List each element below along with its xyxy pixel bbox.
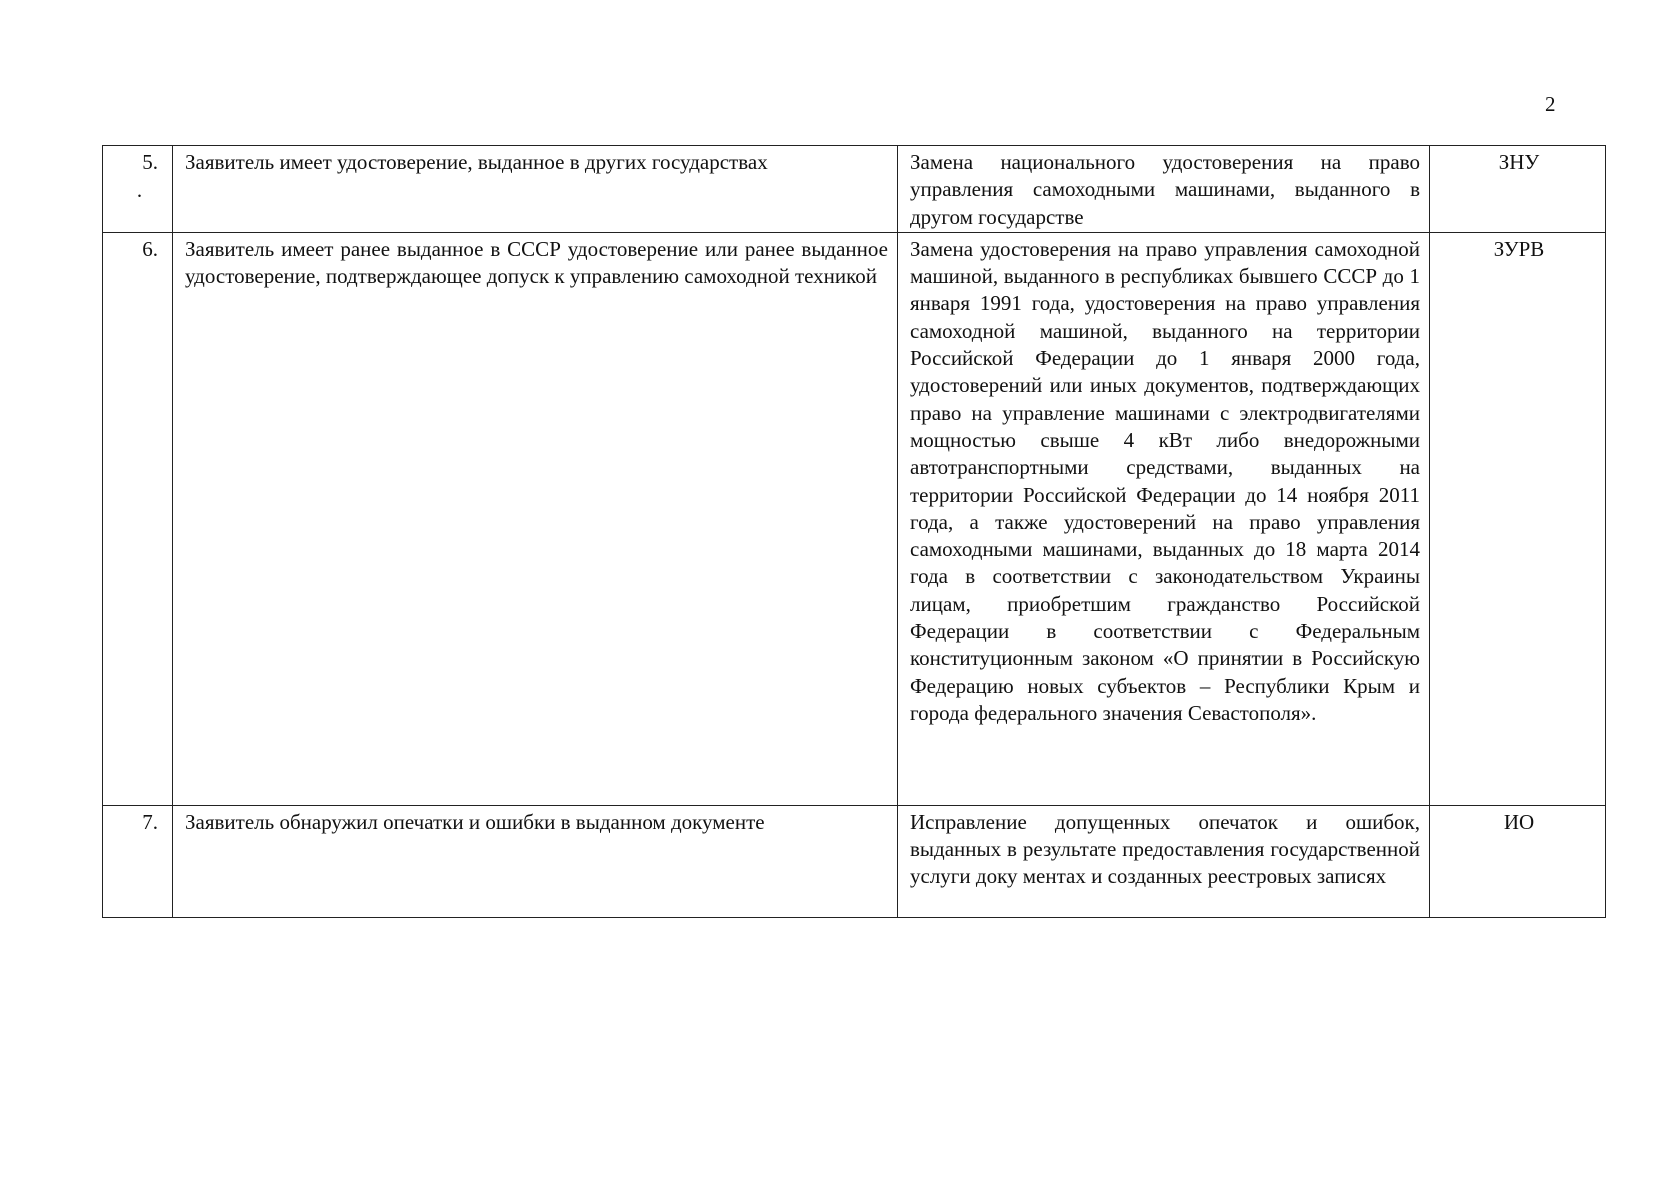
row-number-cell	[103, 805, 173, 917]
row-mark: .	[136, 178, 143, 203]
page-number: 2	[1545, 92, 1556, 116]
code-cell: ИО	[1430, 805, 1606, 917]
row-number: 7.	[142, 809, 158, 834]
row-number: 6.	[142, 236, 158, 261]
table-row	[103, 232, 1606, 805]
row-number-cell	[103, 146, 173, 233]
services-table	[102, 145, 1606, 918]
condition-cell: Заявитель имеет удостоверение, выданное в других государствах	[173, 146, 898, 233]
row-number-cell	[103, 232, 173, 805]
table-row	[103, 146, 1606, 233]
row-number: 5.	[142, 150, 158, 174]
code-cell: ЗУРВ	[1430, 232, 1606, 805]
condition-cell: Заявитель обнаружил опечатки и ошибки в выданном документе	[173, 805, 898, 917]
description-cell: Исправление допущенных опечаток и ошибок, выданных в результате предоставления государственной услуги доку ментах и созданных реестровых записях	[898, 805, 1430, 917]
condition-cell: Заявитель имеет ранее выданное в СССР удостоверение или ранее выданное удостоверение, подтверждающее допуск к управлению самоходной техникой	[173, 232, 898, 805]
description-cell: Замена удостоверения на право управления самоходной машиной, выданного в республиках бывшего СССР до 1 января 1991 года, удостоверения на право управления самоходной машиной, выданного на территории Российской Федерации до 1 января 2000 года, удостоверений или иных документов, подтверждающих право на управление машинами с электродвигателями мощностью свыше 4 кВт либо внедорожными автотранспортными средствами, выданных на территории Российской Федерации до 14 ноября 2011 года, а также удостоверений на право управления самоходными машинами, выданных до 18 марта 2014 года в соответствии с законодательством Украины лицам, приобретшим гражданство Российской Федерации в соответствии с Федеральным конституционным законом «О принятии в Российскую Федерацию новых субъектов – Республики Крым и города федерального значения Севастополя».	[898, 232, 1430, 805]
code-cell: ЗНУ	[1430, 146, 1606, 233]
description-cell: Замена национального удостоверения на право управления самоходными машинами, выданного в другом государстве	[898, 146, 1430, 233]
table-row	[103, 805, 1606, 917]
